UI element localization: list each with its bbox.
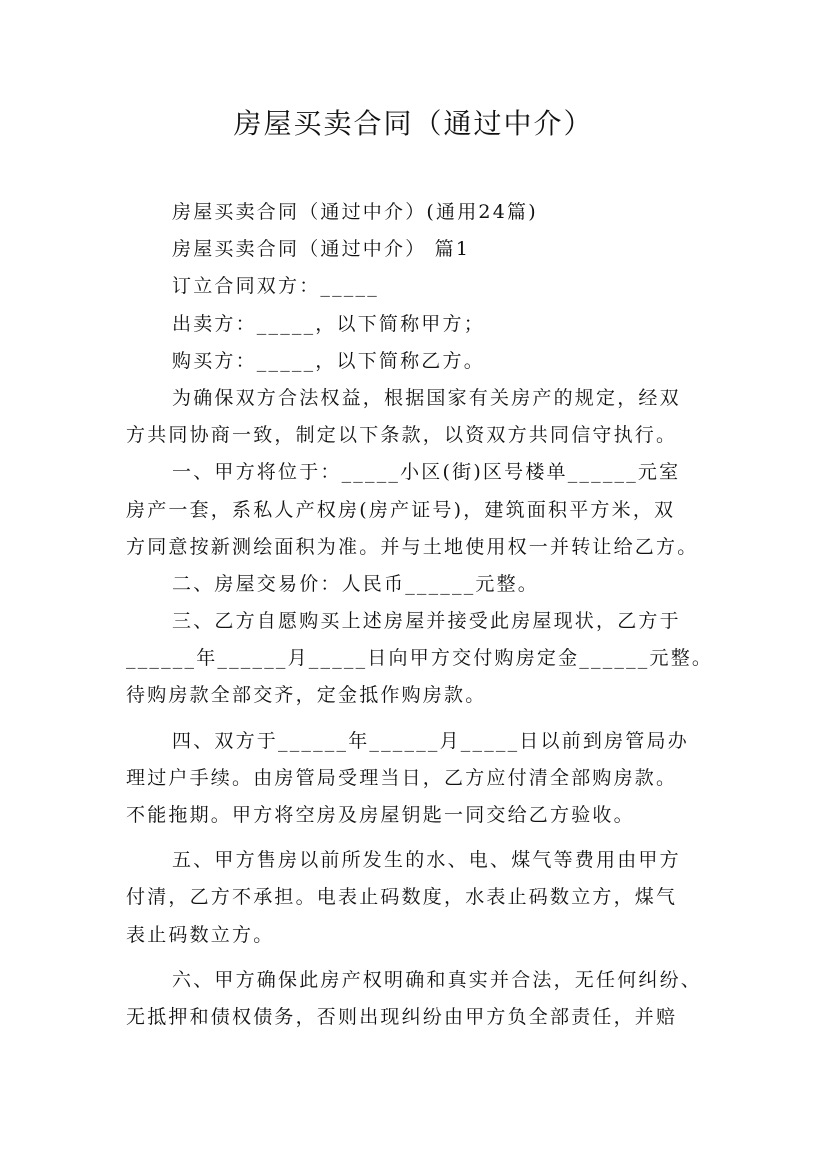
paragraph-gap bbox=[126, 954, 716, 962]
seller-line: 出卖方：_____，以下简称甲方； bbox=[172, 312, 485, 335]
buyer-line: 购买方：_____，以下简称乙方。 bbox=[172, 349, 485, 372]
paragraph-gap bbox=[126, 834, 716, 842]
parties-line: 订立合同双方：_____ bbox=[172, 275, 379, 298]
paragraph-line: 为确保双方合法权益，根据国家有关房产的规定，经双 bbox=[172, 386, 681, 409]
subtitle-line: 房屋买卖合同（通过中介）(通用24篇) bbox=[172, 201, 538, 223]
clause-3-line: ______年______月_____日向甲方交付购房定金______元整。 bbox=[126, 647, 714, 670]
paragraph-gap bbox=[126, 715, 716, 723]
clause-4-line: 理过户手续。由房管局受理当日，乙方应付清全部购房款。 bbox=[126, 766, 678, 789]
clause-1-line: 一、甲方将位于：_____小区(街)区号楼单______元室 bbox=[172, 461, 681, 484]
clause-5-line: 表止码数立方。 bbox=[126, 923, 275, 946]
document-body bbox=[126, 194, 716, 1036]
clause-3-line: 三、乙方自愿购买上述房屋并接受此房屋现状，乙方于 bbox=[172, 610, 681, 633]
clause-6-line: 无抵押和债权债务，否则出现纠纷由甲方负全部责任，并赔 bbox=[126, 1005, 678, 1028]
clause-3-line: 待购房款全部交齐，定金抵作购房款。 bbox=[126, 684, 487, 707]
clause-1-line: 房产一套，系私人产权房(房产证号)，建筑面积平方米，双 bbox=[126, 498, 676, 521]
clause-4-line: 四、双方于______年______月_____日以前到房管局办 bbox=[172, 729, 689, 752]
document-title: 房屋买卖合同（通过中介） bbox=[233, 107, 594, 140]
clause-4-line: 不能拖期。甲方将空房及房屋钥匙一同交给乙方验收。 bbox=[126, 804, 635, 826]
clause-5-line: 五、甲方售房以前所发生的水、电、煤气等费用由甲方 bbox=[172, 849, 681, 872]
clause-5-line: 付清，乙方不承担。电表止码数度，水表止码数立方，煤气 bbox=[126, 886, 678, 909]
clause-2-line: 二、房屋交易价：人民币______元整。 bbox=[172, 572, 540, 595]
clause-1-line: 方同意按新测绘面积为准。并与土地使用权一并转让给乙方。 bbox=[126, 535, 699, 558]
paragraph-line: 方共同协商一致，制定以下条款，以资双方共同信守执行。 bbox=[126, 424, 678, 447]
section-heading: 房屋买卖合同（通过中介） 篇1 bbox=[172, 238, 471, 261]
clause-6-line: 六、甲方确保此房产权明确和真实并合法，无任何纠纷、 bbox=[172, 968, 703, 991]
